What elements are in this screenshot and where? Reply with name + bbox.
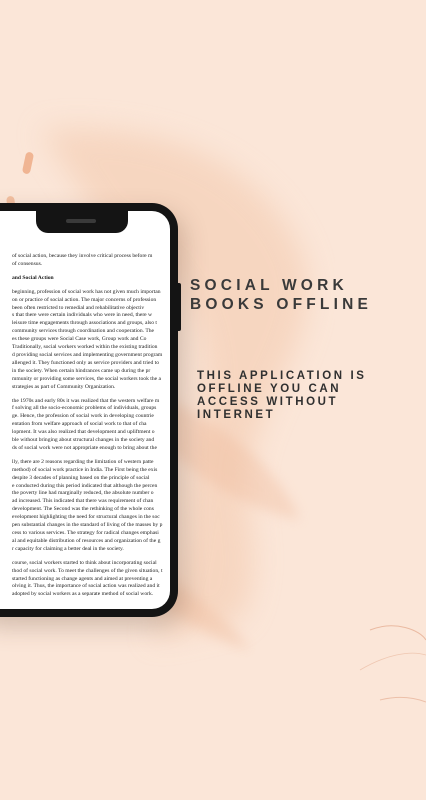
- phone-speaker: [66, 219, 96, 223]
- app-subtitle-line-2: OFFLINE YOU CAN: [197, 383, 342, 395]
- phone-side-button: [178, 283, 181, 331]
- document-page: [12, 253, 164, 605]
- doc-heading: and Social Action: [12, 274, 54, 281]
- app-title-line-2: BOOKS OFFLINE: [190, 296, 373, 313]
- app-title-line-1: SOCIAL WORK: [190, 277, 348, 294]
- app-title: [190, 276, 372, 314]
- doc-paragraph-4: course, social workers started to think about incorporating social thod of social work. To meet the challenges of the given situation, t started functioning as change agents and aimed at preventing a olving it. Thus, the importance of social action was realized and it adopted by social workers as a separate method of social work.: [12, 559, 163, 598]
- doc-paragraph-2: the 1970s and early 80s it was realized that the western welfare m f solving all the socio-economic problems of individuals, groups ge. Hence, the profession of social work in developing countrie entation from welfare approach of social work to that of cha lopment. It was also realized that development and upliftment o ble without bringing about structural changes in the society and ds of social work were not appropriate enough to bring about the: [12, 397, 160, 451]
- app-subtitle: [197, 370, 367, 422]
- doc-paragraph-3: lly, there are 2 reasons regarding the limitation of western patte method) of social work practice in India. The First being the exis despite 3 decades of planning based on the principle of social e conducted during this period indicated that although the percen the poverty line had marginally reduced, the absolute number o ad increased. This indicated that there was requirement of chan development. The Second was the rethinking of the whole cons evelopment highlighting the need for structural changes in the soc pen substantial changes in the standard of living of the masses by p cess to various services. The strategy for radical changes emphasi al and equitable distribution of resources and organization of the g r capacity for claiming a better deal in the society.: [12, 458, 163, 552]
- phone-screen[interactable]: [0, 211, 170, 609]
- doc-paragraph-1: beginning, profession of social work has not given much importan on or practice of social action. The major concerns of profession been often restricted to remedial and rehabilitative objectiv s that there were certain individuals who were in need, there w leisure time engagements through associations and groups, also t community services through coordination and cooperation. The es these groups were Social Case work, Group work and Co Traditionally, social workers worked within the existing tradition d providing social services and implementing government program allenged it. They functioned only as service providers and tried to in the society. When certain hindrances came up during the pr mmunity or providing some services, the social workers took the a strategies as part of Community Organization.: [12, 288, 163, 390]
- app-subtitle-line-1: THIS APPLICATION IS: [197, 370, 367, 382]
- app-subtitle-line-3: ACCESS WITHOUT: [197, 396, 339, 408]
- phone-notch: [36, 211, 128, 233]
- phone-mockup: [0, 203, 178, 617]
- app-subtitle-line-4: INTERNET: [197, 409, 276, 421]
- doc-intro: of social action, because they involve critical process before m of consensus.: [12, 253, 153, 267]
